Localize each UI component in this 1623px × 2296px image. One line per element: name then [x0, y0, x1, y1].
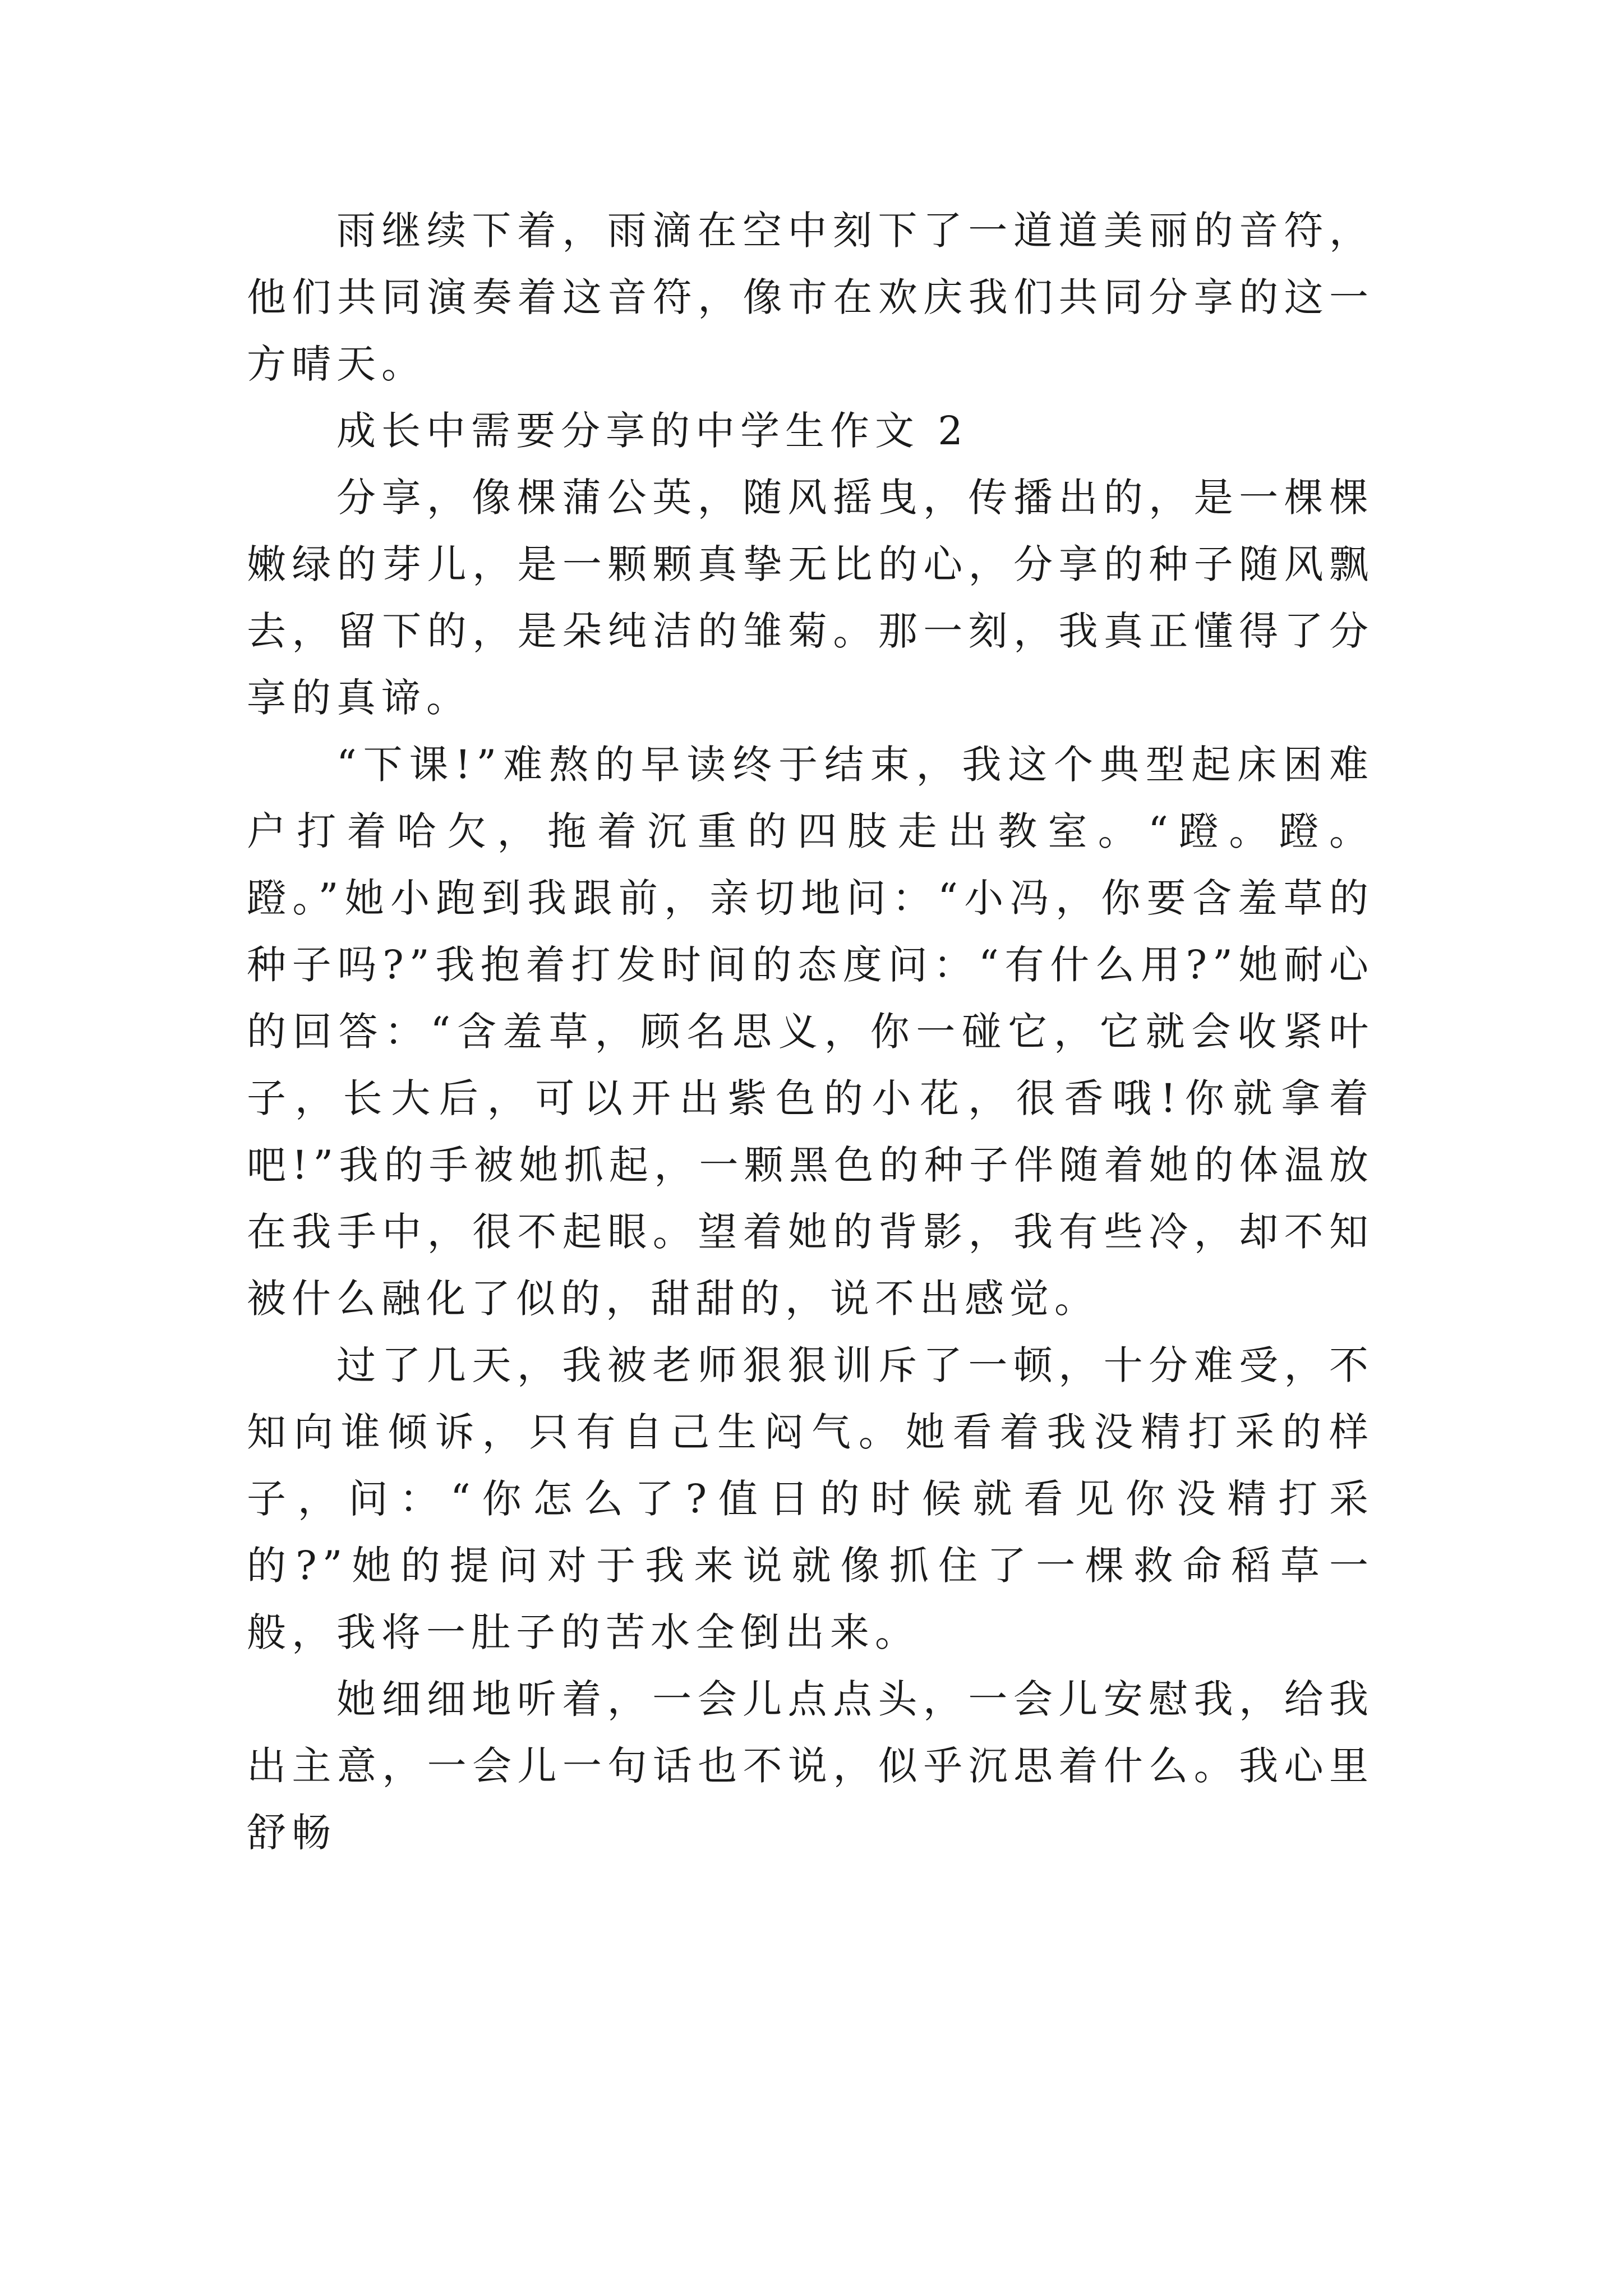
- paragraph-dandelion: 分享，像棵蒲公英，随风摇曳，传播出的，是一棵棵嫩绿的芽儿，是一颗颗真挚无比的心，分享的种子随风飘去，留下的，是朵纯洁的雏菊。那一刻，我真正懂得了分享的真谛。: [247, 475, 1374, 721]
- paragraph-class-dismissed: “下课!”难熬的早读终于结束，我这个典型起床困难户打着哈欠，拖着沉重的四肢走出教室。“蹬。蹬。蹬。”她小跑到我跟前，亲切地问：“小冯，你要含羞草的种子吗?”我抱着打发时间的态度问：“有什么用?”她耐心的回答：“含羞草，顾名思义，你一碰它，它就会收紧叶子，长大后，可以开出紫色的小花，很香哦!你就拿着吧!”我的手被她抓起，一颗黑色的种子伴随着她的体温放在我手中，很不起眼。望着她的背影，我有些冷，却不知被什么融化了似的，甜甜的，说不出感觉。: [247, 742, 1374, 1322]
- essay-title: 成长中需要分享的中学生作文 2: [336, 408, 969, 454]
- paragraph-listening: 她细细地听着，一会儿点点头，一会儿安慰我，给我出主意，一会儿一句话也不说，似乎沉思着什么。我心里舒畅: [247, 1676, 1374, 1856]
- paragraph-rain: 雨继续下着，雨滴在空中刻下了一道道美丽的音符，他们共同演奏着这音符，像市在欢庆我们共同分享的这一方晴天。: [247, 208, 1374, 387]
- document-body: [247, 197, 1374, 1866]
- paragraph-scolded: 过了几天，我被老师狠狠训斥了一顿，十分难受，不知向谁倾诉，只有自己生闷气。她看着我没精打采的样子，问：“你怎么了?值日的时候就看见你没精打采的?”她的提问对于我来说就像抓住了一棵救命稻草一般，我将一肚子的苦水全倒出来。: [247, 1342, 1374, 1655]
